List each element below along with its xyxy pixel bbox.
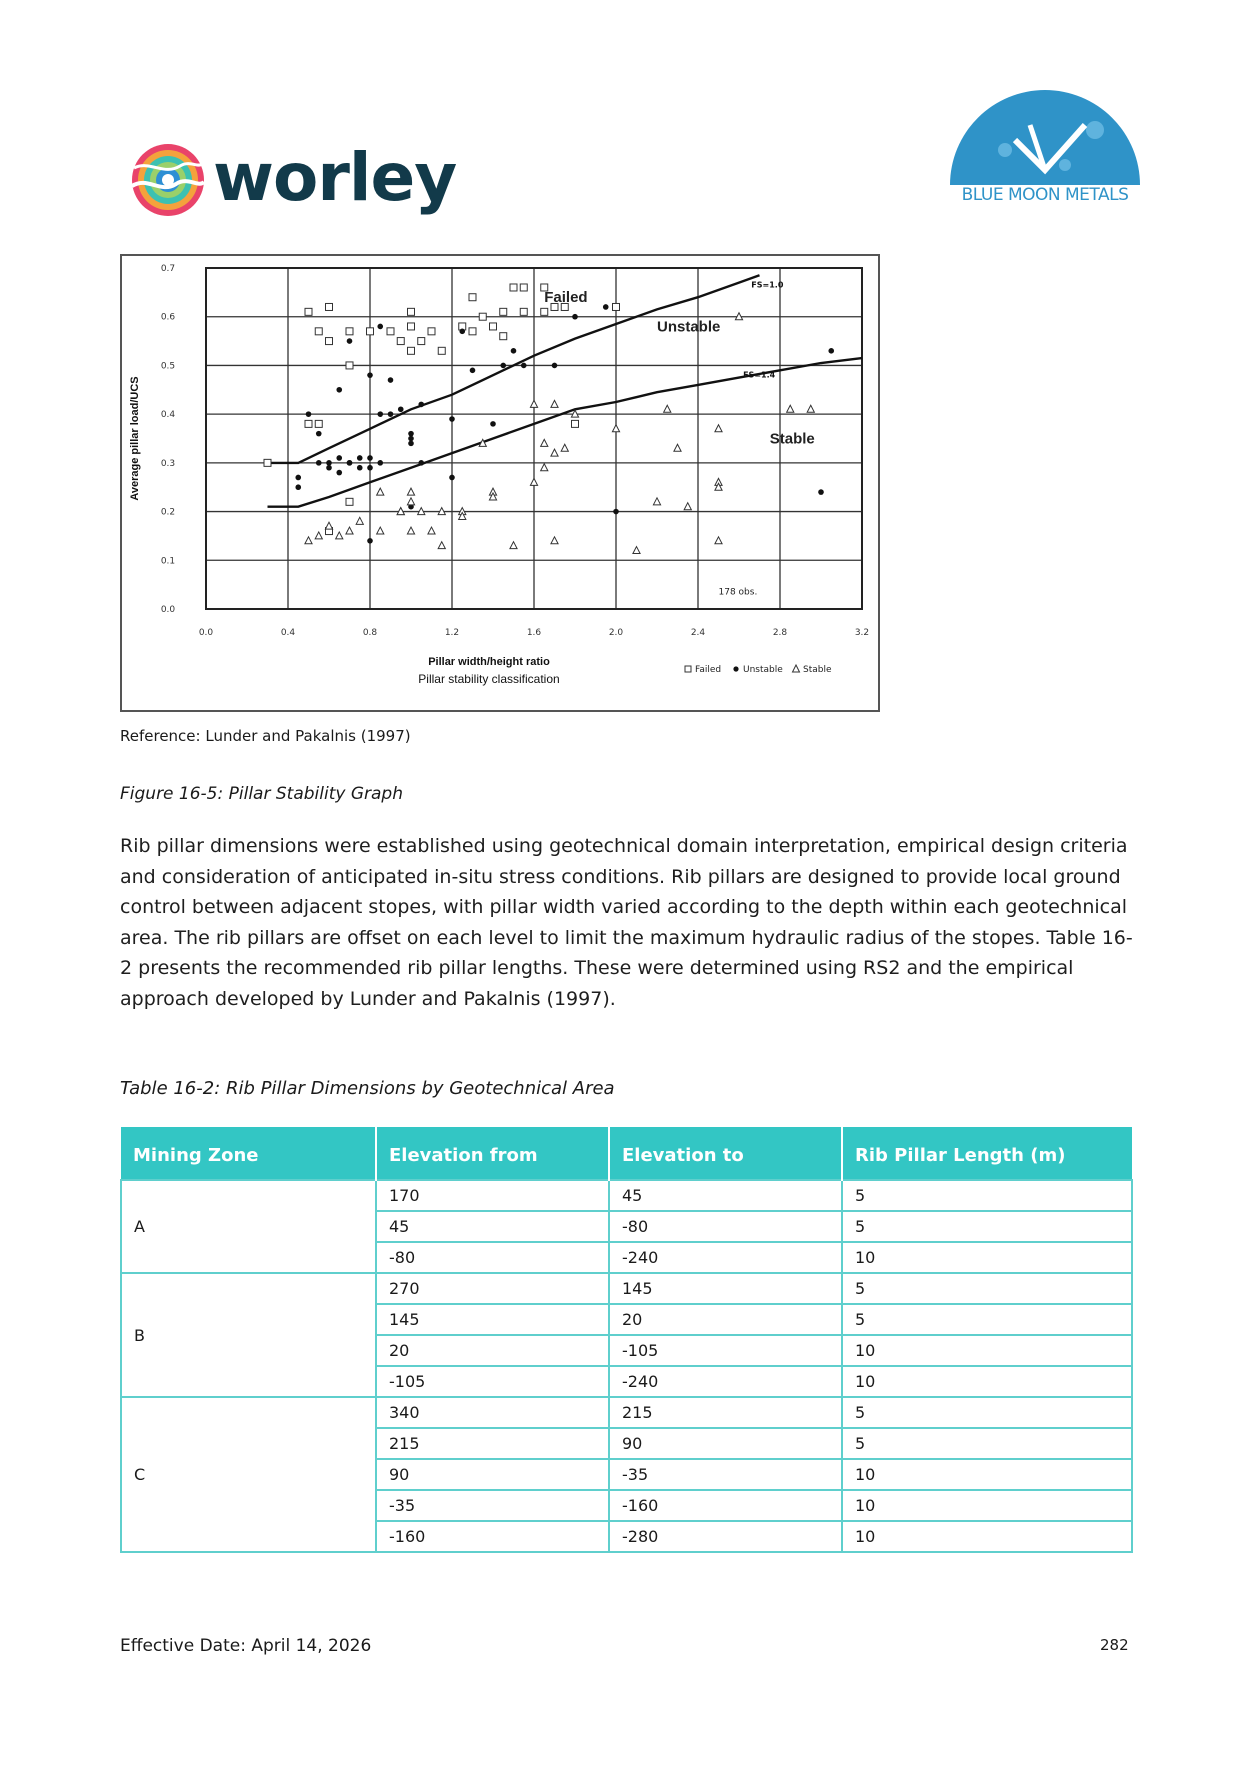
unstable-point [818, 489, 824, 495]
observation-count: 178 obs. [718, 587, 758, 598]
unstable-point [357, 465, 363, 471]
x-tick-label: 0.8 [362, 628, 378, 638]
stable-point [551, 400, 558, 407]
unstable-point [500, 363, 506, 369]
elevation-to-cell: -280 [609, 1521, 842, 1552]
stable-point [356, 517, 363, 524]
y-tick-label: 0.1 [160, 556, 176, 567]
failed-point [305, 308, 312, 315]
unstable-point [388, 377, 394, 383]
pillar-length-cell: 10 [842, 1335, 1132, 1366]
stable-point [346, 527, 353, 534]
pillar-length-cell: 5 [842, 1273, 1132, 1304]
elevation-to-cell: -240 [609, 1366, 842, 1397]
stable-point [674, 444, 681, 451]
unstable-point [388, 411, 394, 417]
failed-point [408, 347, 415, 354]
elevation-from-cell: 45 [376, 1211, 609, 1242]
elevation-from-cell: 145 [376, 1304, 609, 1335]
stable-point [612, 425, 619, 432]
failed-point [408, 323, 415, 330]
failed-point [469, 328, 476, 335]
elevation-to-cell: 215 [609, 1397, 842, 1428]
pillar-length-cell: 10 [842, 1459, 1132, 1490]
elevation-from-cell: 215 [376, 1428, 609, 1459]
stable-point [407, 498, 414, 505]
unstable-point [377, 460, 383, 466]
failed-point [397, 338, 404, 345]
elevation-from-cell: 270 [376, 1273, 609, 1304]
x-tick-label: 2.8 [772, 628, 788, 638]
elevation-from-cell: 170 [376, 1180, 609, 1211]
unstable-point [521, 363, 527, 369]
pillar-length-cell: 5 [842, 1397, 1132, 1428]
legend-failed-marker [685, 666, 691, 672]
zone-cell: B [121, 1273, 376, 1397]
failed-point [367, 328, 374, 335]
y-tick-label: 0.6 [160, 312, 176, 323]
legend-stable-marker [793, 665, 800, 672]
unstable-point [295, 475, 301, 481]
elevation-to-cell: -160 [609, 1490, 842, 1521]
table-row [121, 1180, 1132, 1211]
stable-point [653, 498, 660, 505]
unstable-point [418, 460, 424, 466]
stable-point [551, 449, 558, 456]
fs-curve-label: FS=1.0 [751, 280, 784, 290]
stable-point [551, 537, 558, 544]
unstable-point [449, 475, 455, 481]
unstable-point [367, 455, 373, 461]
unstable-point [336, 470, 342, 476]
elevation-to-cell: 45 [609, 1180, 842, 1211]
failed-point [510, 284, 517, 291]
x-axis-label: Pillar width/height ratio [428, 656, 550, 668]
failed-point [500, 308, 507, 315]
table-caption: Table 16-2: Rib Pillar Dimensions by Geotechnical Area [120, 1078, 615, 1099]
pillar-length-cell: 10 [842, 1366, 1132, 1397]
pillar-length-cell: 10 [842, 1490, 1132, 1521]
stable-point [530, 400, 537, 407]
failed-point [500, 333, 507, 340]
table-row [121, 1397, 1132, 1428]
y-tick-label: 0.4 [160, 410, 176, 421]
pillar-length-cell: 10 [842, 1521, 1132, 1552]
unstable-point [613, 509, 619, 515]
stable-point [407, 488, 414, 495]
failed-point [469, 294, 476, 301]
failed-point [613, 303, 620, 310]
stable-point [807, 405, 814, 412]
stable-point [407, 527, 414, 534]
legend-label: Failed [695, 665, 722, 675]
fs-curve-label: FS=1.4 [743, 370, 776, 380]
failed-point [326, 338, 333, 345]
unstable-point [828, 348, 834, 354]
x-tick-label: 0.0 [198, 628, 214, 638]
unstable-point [367, 372, 373, 378]
y-tick-label: 0.7 [160, 264, 176, 274]
stable-point [428, 527, 435, 534]
failed-point [541, 308, 548, 315]
elevation-from-cell: 90 [376, 1459, 609, 1490]
stable-point [787, 405, 794, 412]
unstable-point [347, 338, 353, 344]
unstable-point [418, 402, 424, 408]
unstable-point [326, 460, 332, 466]
failed-point [305, 420, 312, 427]
failed-point [346, 328, 353, 335]
footer-page-number: 282 [1100, 1636, 1129, 1654]
stable-point [541, 439, 548, 446]
failed-point [326, 303, 333, 310]
unstable-point [408, 441, 414, 447]
failed-point [408, 308, 415, 315]
unstable-point [367, 465, 373, 471]
y-tick-label: 0.2 [160, 507, 176, 518]
pillar-length-cell: 5 [842, 1428, 1132, 1459]
x-tick-label: 2.0 [608, 628, 624, 638]
unstable-point [336, 387, 342, 393]
zone-label: Failed [544, 289, 588, 307]
y-tick-label: 0.0 [160, 605, 176, 615]
table-header-row [121, 1127, 1132, 1180]
unstable-point [336, 455, 342, 461]
elevation-from-cell: 20 [376, 1335, 609, 1366]
unstable-point [377, 324, 383, 330]
elevation-to-cell: -35 [609, 1459, 842, 1490]
legend-label: Stable [803, 665, 832, 675]
unstable-point [572, 314, 578, 320]
blue-moon-wordmark: BLUE MOON METALS [961, 185, 1129, 205]
stable-point [438, 542, 445, 549]
stable-point [377, 527, 384, 534]
pillar-length-cell: 5 [842, 1180, 1132, 1211]
pillar-length-cell: 5 [842, 1211, 1132, 1242]
y-tick-label: 0.3 [160, 458, 176, 469]
unstable-point [347, 460, 353, 466]
elevation-from-cell: -105 [376, 1366, 609, 1397]
unstable-point [316, 460, 322, 466]
pillar-length-cell: 5 [842, 1304, 1132, 1335]
x-tick-label: 0.4 [280, 628, 296, 638]
x-tick-label: 2.4 [690, 628, 706, 638]
elevation-to-cell: -240 [609, 1242, 842, 1273]
failed-point [428, 328, 435, 335]
stable-point [530, 478, 537, 485]
failed-point [479, 313, 486, 320]
failed-point [346, 498, 353, 505]
failed-point [572, 420, 579, 427]
failed-point [520, 308, 527, 315]
chart-subtitle: Pillar stability classification [418, 672, 560, 686]
header-rib-pillar-length: Rib Pillar Length (m) [842, 1127, 1132, 1180]
legend-unstable-marker [733, 666, 738, 671]
stable-point [633, 547, 640, 554]
unstable-point [398, 406, 404, 412]
stable-point [684, 503, 691, 510]
failed-point [418, 338, 425, 345]
unstable-point [408, 436, 414, 442]
header-mining-zone: Mining Zone [121, 1127, 376, 1180]
header-elevation-to: Elevation to [609, 1127, 842, 1180]
header-elevation-from: Elevation from [376, 1127, 609, 1180]
figure-caption: Figure 16-5: Pillar Stability Graph [120, 784, 403, 804]
elevation-to-cell: 20 [609, 1304, 842, 1335]
stable-point [715, 425, 722, 432]
table-row [121, 1273, 1132, 1304]
elevation-from-cell: -80 [376, 1242, 609, 1273]
stable-point [715, 537, 722, 544]
stable-point [377, 488, 384, 495]
unstable-point [603, 304, 609, 310]
unstable-point [511, 348, 517, 354]
unstable-point [377, 411, 383, 417]
unstable-point [470, 368, 476, 374]
unstable-point [367, 538, 373, 544]
unstable-point [449, 416, 455, 422]
worley-wordmark: worley [213, 139, 457, 216]
x-tick-label: 1.2 [444, 628, 460, 638]
failed-point [438, 347, 445, 354]
failed-point [315, 328, 322, 335]
failed-point [520, 284, 527, 291]
unstable-point [490, 421, 496, 427]
figure-reference: Reference: Lunder and Pakalnis (1997) [120, 727, 411, 745]
rib-pillar-table [120, 1127, 1133, 1553]
unstable-point [552, 363, 558, 369]
failed-point [315, 420, 322, 427]
zone-cell: A [121, 1180, 376, 1273]
stable-point [336, 532, 343, 539]
elevation-to-cell: 145 [609, 1273, 842, 1304]
stable-point [305, 537, 312, 544]
failed-point [346, 362, 353, 369]
elevation-to-cell: 90 [609, 1428, 842, 1459]
unstable-point [316, 431, 322, 437]
failed-point [264, 459, 271, 466]
unstable-point [326, 465, 332, 471]
stable-point [561, 444, 568, 451]
stable-point [664, 405, 671, 412]
zone-cell: C [121, 1397, 376, 1552]
pillar-stability-chart [120, 254, 880, 712]
stable-point [325, 522, 332, 529]
body-paragraph: Rib pillar dimensions were established using geotechnical domain interpretation, empirical design criteria and consideration of anticipated in-situ stress conditions. Rib pillars are designed to provide local ground control between adjacent stopes, with pillar width varied according to the depth within each geotechnical area. The rib pillars are offset on each level to limit the maximum hydraulic radius of the stopes. Table 16-2 presents the recommended rib pillar lengths. These were determined using RS2 and the empirical approach developed by Lunder and Pakalnis (1997). [120, 835, 1133, 1010]
failed-point [387, 328, 394, 335]
stable-point [510, 542, 517, 549]
legend-label: Unstable [743, 665, 783, 675]
y-axis-label: Average pillar load/UCS [129, 376, 141, 501]
unstable-point [306, 411, 312, 417]
zone-label: Unstable [657, 318, 721, 336]
failed-point [490, 323, 497, 330]
stable-point [541, 464, 548, 471]
x-tick-label: 1.6 [526, 628, 542, 638]
elevation-from-cell: -160 [376, 1521, 609, 1552]
unstable-point [295, 484, 301, 490]
footer-effective-date: Effective Date: April 14, 2026 [120, 1636, 372, 1656]
zone-label: Stable [769, 430, 815, 448]
pillar-length-cell: 10 [842, 1242, 1132, 1273]
elevation-from-cell: -35 [376, 1490, 609, 1521]
x-tick-label: 3.2 [854, 628, 870, 638]
unstable-point [408, 431, 414, 437]
unstable-point [459, 329, 465, 335]
elevation-to-cell: -80 [609, 1211, 842, 1242]
y-tick-label: 0.5 [160, 361, 176, 372]
stable-point [315, 532, 322, 539]
fs-curve [268, 275, 760, 463]
unstable-point [357, 455, 363, 461]
elevation-from-cell: 340 [376, 1397, 609, 1428]
elevation-to-cell: -105 [609, 1335, 842, 1366]
